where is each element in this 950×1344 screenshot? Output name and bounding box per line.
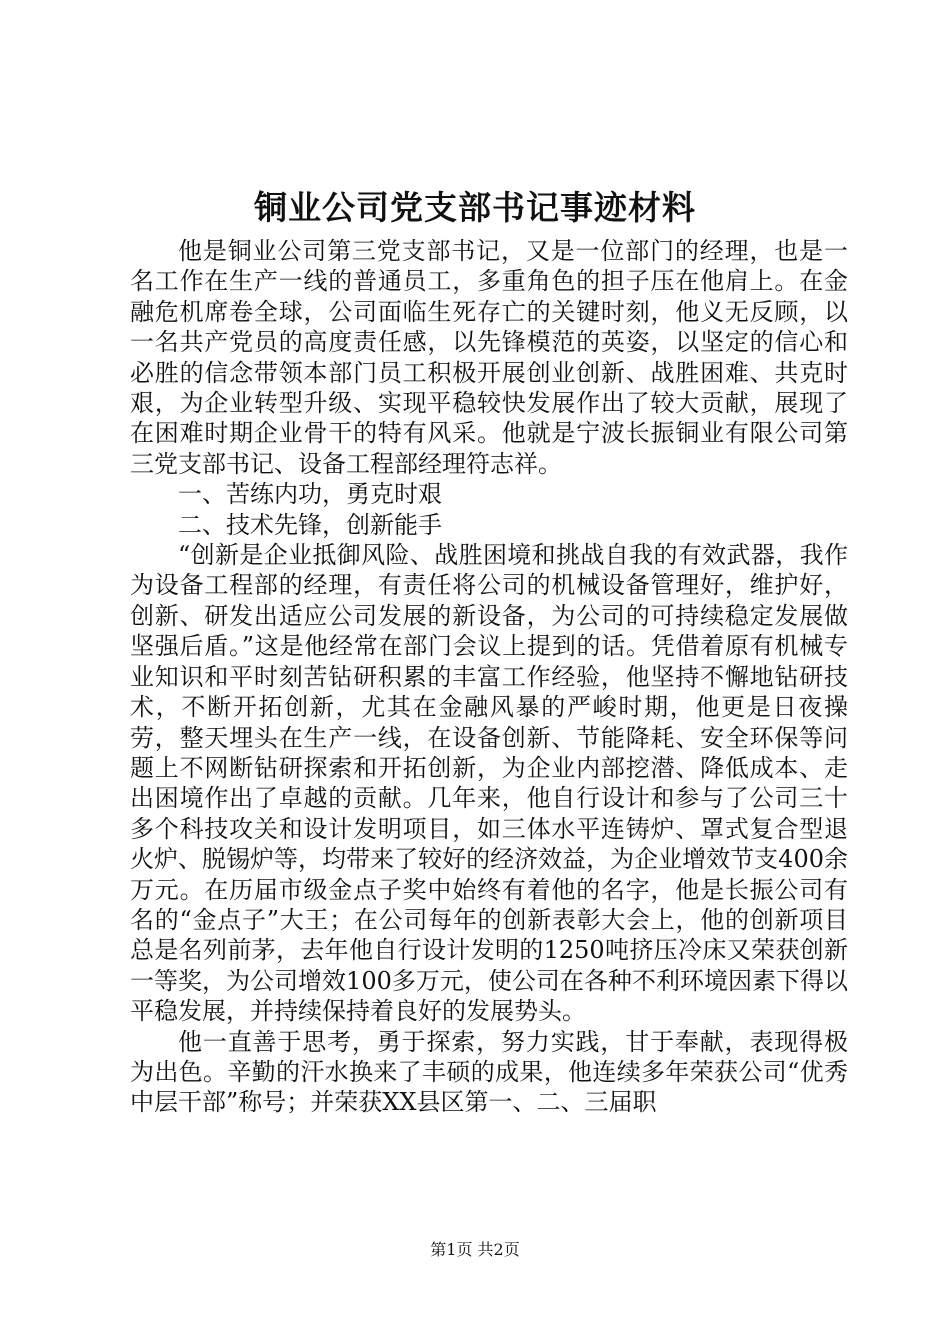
paragraph-innovation: “创新是企业抵御风险、战胜困境和挑战自我的有效武器，我作为设备工程部的经理，有责任将公司的机械设备管理好，维护好，创新、研发出适应公司发展的新设备，为公司的可持续稳定发展做坚强后盾。”这是他经常在部门会议上提到的话。凭借着原有机械专业知识和平时刻苦钻研积累的丰富工作经验，他坚持不懈地钻研技术，不断开拓创新，尤其在金融风暴的严峻时期，他更是日夜操劳，整天埋头在生产一线，在设备创新、节能降耗、安全环保等问题上不网断钻研探索和开拓创新，为企业内部挖潜、降低成本、走出困境作出了卓越的贡献。几年来，他自行设计和参与了公司三十多个科技攻关和设计发明项目，如三体水平连铸炉、罩式复合型退火炉、脱锡炉等，均带来了较好的经济效益，为企业增效节支400余万元。在历届市级金点子奖中始终有着他的名字，他是长振公司有名的“金点子”大王；在公司每年的创新表彰大会上，他的创新项目总是名列前茅，去年他自行设计发明的1250吨挤压冷床又荣获创新一等奖，为公司增效100多万元，使公司在各种不利环境因素下得以平稳发展，并持续保持着良好的发展势头。 <box>130 541 848 1026</box>
section-heading-2: 二、技术先锋，创新能手 <box>178 510 442 539</box>
paragraph-intro: 他是铜业公司第三党支部书记，又是一位部门的经理，也是一名工作在生产一线的普通员工，多重角色的担子压在他肩上。在金融危机席卷全球，公司面临生死存亡的关键时刻，他义无反顾，以一名共产党员的高度责任感，以先锋模范的英姿，以坚定的信心和必胜的信念带领本部门员工积极开展创业创新、战胜困难、共克时艰，为企业转型升级、实现平稳较快发展作出了较大贡献，展现了在困难时期企业骨干的特有风采。他就是宁波长振铜业有限公司第三党支部书记、设备工程部经理符志祥。 <box>130 237 848 478</box>
document-title: 铜业公司党支部书记事迹材料 <box>254 188 696 227</box>
section-heading-1: 一、苦练内功，勇克时艰 <box>178 480 442 509</box>
page-footer: 第1页 共2页 <box>430 1240 520 1259</box>
paragraph-achievements: 他一直善于思考，勇于探索，努力实践，甘于奉献，表现得极为出色。辛勤的汗水换来了丰硕的成果，他连续多年荣获公司“优秀中层干部”称号；并荣获XX县区第一、二、三届职 <box>130 1027 848 1117</box>
document-body <box>130 236 848 1118</box>
